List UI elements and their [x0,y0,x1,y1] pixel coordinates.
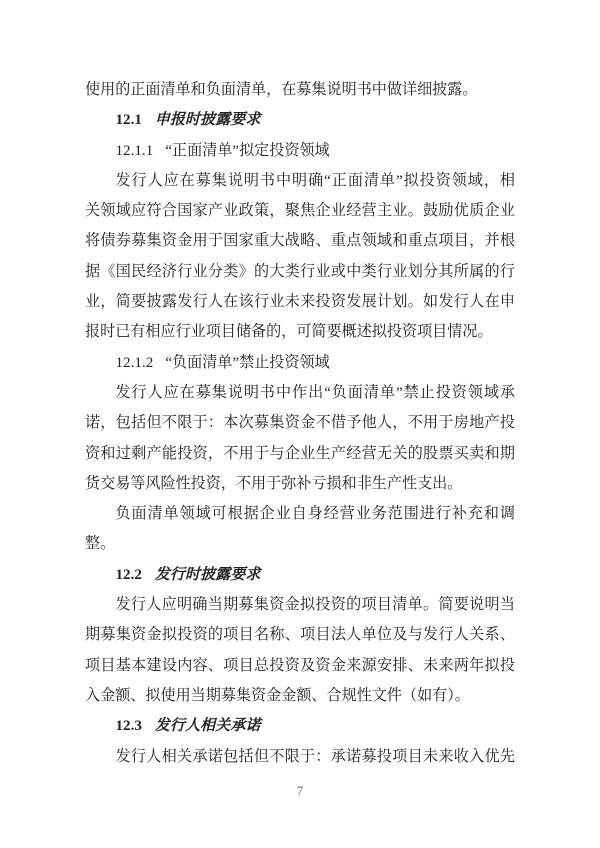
text-line: 项目基本建设内容、项目总投资及资金来源安排、未来两年拟投 [85,657,515,674]
section-title: 发行时披露要求 [154,566,261,583]
text-line: 整。 [85,536,116,553]
text-line: 发行人相关承诺包括但不限于：承诺募投项目未来收入优先 [115,748,515,765]
text-line: 发行人应在募集说明书中作出“负面清单”禁止投资领域承 [115,384,515,401]
text-line: 负面清单领域可根据企业自身经营业务范围进行补充和调 [115,506,515,523]
text-line: 期募集资金拟投资的项目名称、项目法人单位及与发行人关系、 [85,627,515,644]
text-line: 业，简要披露发行人在该行业未来投资发展计划。如发行人在申 [85,294,515,311]
section-number: 12.2 [115,566,142,583]
section-number: 12.1.2 [115,354,154,371]
section-title: 申报时披露要求 [154,112,261,129]
section-title: “负面清单”禁止投资领域 [165,354,330,371]
section-title: “正面清单”拟定投资领域 [165,142,330,159]
subsection-heading [85,348,515,378]
text-line: 关领域应符合国家产业政策，聚焦企业经营主业。鼓励优质企业 [85,203,515,220]
document-body [85,75,515,772]
text-line: 报时已有相应行业项目储备的，可简要概述拟投资项目情况。 [85,324,493,341]
text-line: 据《国民经济行业分类》的大类行业或中类行业划分其所属的行 [85,263,515,280]
text-line: 诺，包括但不限于：本次募集资金不借予他人，不用于房地产投 [85,415,515,432]
section-heading [85,105,515,135]
subsection-heading [85,136,515,166]
page-number: 7 [296,783,304,798]
text-line: 入金额、拟使用当期募集资金金额、合规性文件（如有）。 [85,687,470,704]
text-line: 资和过剩产能投资，不用于与企业生产经营无关的股票买卖和期 [85,445,515,462]
text-line: 使用的正面清单和负面清单，在募集说明书中做详细披露。 [85,82,478,98]
section-heading [85,560,515,590]
section-number: 12.3 [115,718,142,735]
text-line: 将债券募集资金用于国家重大战略、重点领域和重点项目，并根 [85,233,515,250]
section-number: 12.1 [115,112,142,129]
text-line: 货交易等风险性投资，不用于弥补亏损和非生产性支出。 [85,475,463,492]
text-line: 发行人应在募集说明书中明确“正面清单”拟投资领域，相 [115,172,515,189]
section-title: 发行人相关承诺 [154,718,261,735]
section-number: 12.1.1 [115,142,154,159]
text-line: 发行人应明确当期募集资金拟投资的项目清单。简要说明当 [115,597,515,614]
section-heading [85,711,515,741]
